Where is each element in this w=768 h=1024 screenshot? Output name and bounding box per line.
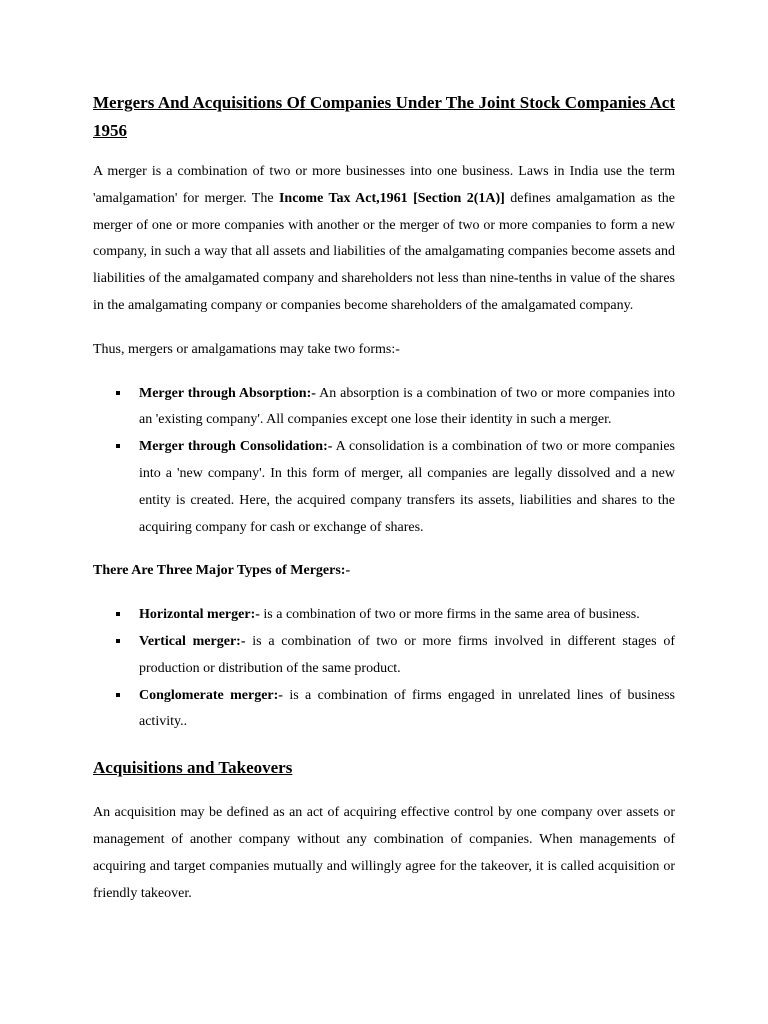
list-item: Merger through Consolidation:- A consolidation is a combination of two or more companies into a 'new company'. In this form of merger, all companies are legally dissolved and a new entity is created. Here, the acquired company transfers its assets, liabilities and shares to the acquiring company for cash or exchange of shares. [139,434,675,541]
bullet-icon [116,639,120,643]
list-item: Vertical merger:- is a combination of two or more firms involved in different stages of production or distribution of the same product. [139,629,675,683]
income-tax-act-reference: Income Tax Act,1961 [Section 2(1A)] [278,190,505,206]
bullet-icon [116,612,120,616]
list-item: Horizontal merger:- is a combination of two or more firms in the same area of business. [139,602,675,629]
document-page [93,89,675,907]
types-heading: There Are Three Major Types of Mergers:- [93,563,351,579]
bullet-icon [116,391,120,395]
forms-intro: Thus, mergers or amalgamations may take two forms:- [93,341,400,357]
list-item: Conglomerate merger:- is a combination of firms engaged in unrelated lines of business activity.. [139,683,675,737]
bullet-icon [116,444,120,448]
acquisitions-paragraph: An acquisition may be defined as an act of acquiring effective control by one company over assets or management of another company without any combination of companies. When managements of acquiring and target companies mutually and willingly agree for the takeover, it is called acquisition or friendly takeover. [93,805,675,901]
list-item: Merger through Absorption:- An absorption is a combination of two or more companies into an 'existing company'. All companies except one lose their identity in such a merger. [139,381,675,435]
merger-forms-list [93,381,675,542]
bullet-icon [116,693,120,697]
merger-types-list [93,602,675,736]
acquisitions-heading: Acquisitions and Takeovers [93,758,293,778]
document-title: Mergers And Acquisitions Of Companies Under The Joint Stock Companies Act 1956 [93,93,675,140]
intro-paragraph: A merger is a combination of two or more businesses into one business. Laws in India use the term 'amalgamation' for merger. The Income Tax Act,1961 [Section 2(1A)] defines amalgamation as the merger of one or more companies with another or the merger of two or more companies to form a new company, in such a way that all assets and liabilities of the amalgamating companies become assets and liabilities of the amalgamated company and shareholders not less than nine-tenths in value of the shares in the amalgamating company or companies become shareholders of the amalgamated company. [93,164,675,313]
